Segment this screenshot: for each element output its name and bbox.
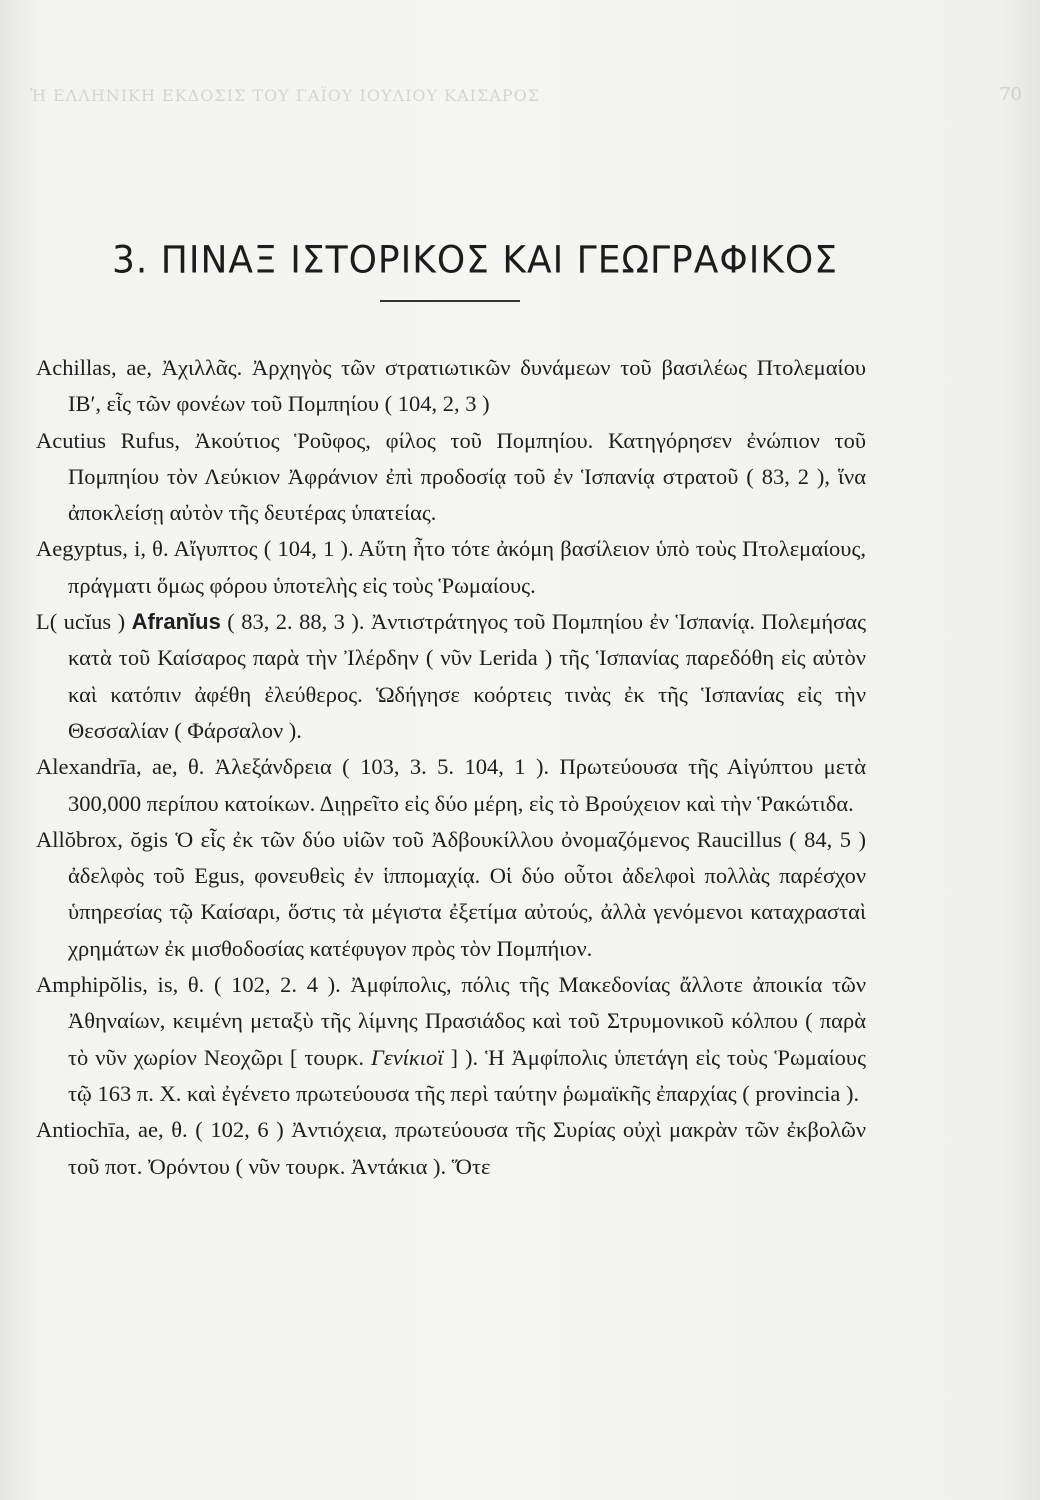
entry-term: Amphipŏlis, is, θ. xyxy=(36,972,205,998)
entry-acutius-rufus xyxy=(36,423,866,532)
heading-rule xyxy=(380,300,520,302)
entry-antiochia xyxy=(36,1112,866,1185)
glossary-entries xyxy=(36,350,866,1185)
entry-afranius xyxy=(36,604,866,749)
entry-term: Afranĭus xyxy=(131,609,221,635)
section-heading: 3. ΠΙΝΑΞ ΙΣΤΟΡΙΚΟΣ ΚΑΙ ΓΕΩΓΡΑΦΙΚΟΣ xyxy=(112,238,839,283)
entry-text: Ἀκούτιος Ῥοῦφος, φίλος τοῦ Πομπηίου. Κατηγόρησεν ἐνώπιον τοῦ Πομπηίου τὸν Λεύκιον Ἀφράνιον ἐπὶ προδοσίᾳ τοῦ ἐν Ἱσπανίᾳ στρατοῦ ( 83, 2 ), ἵνα ἀποκλείσῃ αὐτὸν τῆς δευτέρας ὑπατείας. xyxy=(68,427,866,526)
entry-aegyptus xyxy=(36,531,866,604)
entry-text: Ἀχιλλᾶς. Ἀρχηγὸς τῶν στρατιωτικῶν δυνάμεων τοῦ βασιλέως Πτολεμαίου ΙΒ′, εἷς τῶν φονέων τοῦ Πομπηίου ( 104, 2, 3 ) xyxy=(68,355,866,417)
entry-allobrox xyxy=(36,822,866,967)
entry-term: Antiochīa, ae, θ. xyxy=(36,1117,188,1143)
entry-text-italic: Γενίκιοϊ xyxy=(371,1044,444,1070)
page-number: 70 xyxy=(999,84,1022,105)
entry-text: ( 102, 2. 4 ). Ἀμφίπολις, πόλις τῆς Μακεδονίας ἄλλοτε ἀποικία τῶν Ἀθηναίων, κειμένη μεταξὺ τῆς λίμνης Πρασιάδος καὶ τοῦ Στρυμονικοῦ κόλπου ( παρὰ τὸ νῦν χωρίον Νεοχῶρι [ τουρκ. xyxy=(68,972,866,1070)
entry-text: ( 83, 2. 88, 3 ). Ἀντιστράτηγος τοῦ Πομπηίου ἐν Ἱσπανίᾳ. Πολεμήσας κατὰ τοῦ Καίσαρος παρὰ τὴν Ἰλέρδην ( νῦν Lerida ) τῆς Ἱσπανίας παρεδόθη εἰς αὐτὸν καὶ κατόπιν ἀφέθη ἐλεύθερος. Ὡδήγησε κοόρτεις τινὰς ἐκ τῆς Ἱσπανίας εἰς τὴν Θεσσαλίαν ( Φάρσαλον ). xyxy=(68,609,866,743)
entry-term: Aegyptus, i, θ. xyxy=(36,536,169,562)
entry-term: Allŏbrox, ŏgis xyxy=(36,826,168,852)
entry-alexandria xyxy=(36,749,866,822)
entry-text: Ὁ εἷς ἐκ τῶν δύο υἱῶν τοῦ Ἀδβουκίλλου ὀνομαζόμενος Raucillus ( 84, 5 ) ἀδελφὸς τοῦ Egus, φονευθεὶς ἐν ἱππομαχίᾳ. Οἱ δύο οὗτοι ἀδελφοὶ πολλὰς παρέσχον ὑπηρεσίας τῷ Καίσαρι, ὅστις τὰ μέγιστα ἐξετίμα αὐτούς, ἀλλὰ γενόμενοι καταχρασταὶ χρημάτων ἐκ μισθοδοσίας κατέφυγον πρὸς τὸν Πομπήιον. xyxy=(68,826,866,961)
entry-term: Achillas, ae, xyxy=(36,355,152,380)
entry-achillas xyxy=(36,350,866,423)
entry-term: Alexandrīa, ae, θ. xyxy=(36,754,205,780)
entry-term-prefix: L( ucĭus ) xyxy=(36,609,132,635)
entry-text: Αἴγυπτος ( 104, 1 ). Αὕτη ἦτο τότε ἀκόμη βασίλειον ὑπὸ τοὺς Πτολεμαίους, πράγματι ὅμως φόρου ὑποτελὴς εἰς τοὺς Ῥωμαίους. xyxy=(68,536,866,598)
entry-term: Acutius Rufus, xyxy=(36,427,181,453)
bleed-through-running-head: Ἡ ΕΛΛΗΝΙΚΗ ΕΚΔΟΣΙΣ ΤΟΥ ΓΑΪΟΥ ΙΟΥΛΙΟΥ ΚΑΙΣΑΡΟΣ xyxy=(30,86,541,105)
entry-text: Ἀλεξάνδρεια ( 103, 3. 5. 104, 1 ). Πρωτεύουσα τῆς Αἰγύπτου μετὰ 300,000 περίπου κατοίκων. Διῃρεῖτο εἰς δύο μέρη, εἰς τὸ Βρούχειον καὶ τὴν Ῥακώτιδα. xyxy=(68,754,866,816)
entry-text: ] ). Ἡ Ἀμφίπολις ὑπετάγη εἰς τοὺς Ῥωμαίους τῷ 163 π. Χ. καὶ ἐγένετο πρωτεύουσα τῆς περὶ ταύτην ῥωμαϊκῆς ἐπαρχίας ( provincia ). xyxy=(68,1044,866,1106)
entry-text: ( 102, 6 ) Ἀντιόχεια, πρωτεύουσα τῆς Συρίας οὐχὶ μακρὰν τῶν ἐκβολῶν τοῦ ποτ. Ὀρόντου ( νῦν τουρκ. Ἀντάκια ). Ὅτε xyxy=(68,1117,866,1179)
entry-amphipolis xyxy=(36,967,866,1112)
